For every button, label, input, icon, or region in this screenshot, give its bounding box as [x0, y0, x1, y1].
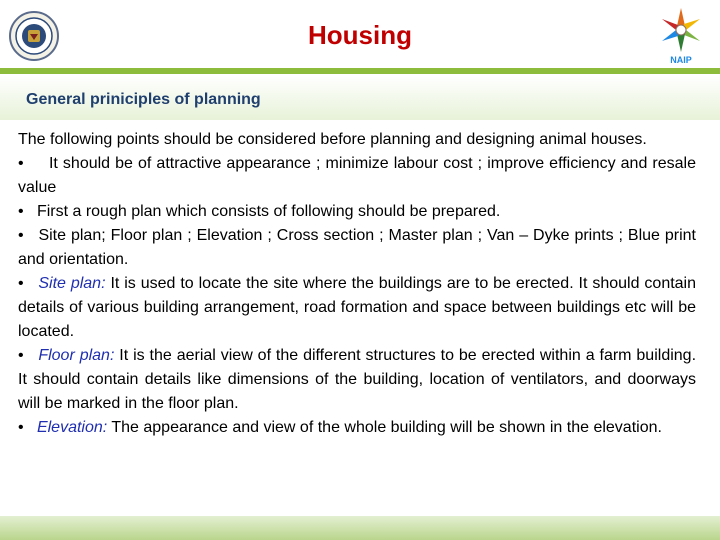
header-divider: [0, 68, 720, 74]
bullet-term: Floor plan:: [38, 347, 115, 364]
bullet-text: First a rough plan which consists of following should be prepared.: [36, 203, 501, 220]
bullet-item: • Floor plan: It is the aerial view of the different structures to be erected within a farm building. It should contain details like dimensions of the building, location of ventilators, and doorways will be marked in the floor plan.: [18, 347, 697, 412]
content-body: [18, 128, 696, 440]
bullet-term: Elevation:: [36, 419, 108, 436]
intro-paragraph: The following points should be considered before planning and designing animal houses.: [18, 131, 647, 148]
naip-logo: [652, 6, 710, 66]
bullet-text: It should be of attractive appearance ; minimize labour cost ; improve efficiency and resale value: [18, 155, 696, 196]
bullet-text: Site plan; Floor plan ; Elevation ; Cross section ; Master plan ; Van – Dyke prints ; Blue print and orientation.: [18, 227, 697, 268]
bullet-item: • It should be of attractive appearance ; minimize labour cost ; improve efficiency and resale value: [18, 155, 696, 196]
bullet-text: The appearance and view of the whole building will be shown in the elevation.: [107, 419, 662, 436]
bullet-item: • Elevation: The appearance and view of the whole building will be shown in the elevation.: [18, 419, 662, 436]
bullet-item: • Site plan: It is used to locate the site where the buildings are to be erected. It should contain details of various building arrangement, road formation and space between buildings etc will be located.: [18, 275, 697, 340]
bullet-item: • First a rough plan which consists of following should be prepared.: [18, 203, 501, 220]
bullet-text: It is used to locate the site where the buildings are to be erected. It should contain details of various building arrangement, road formation and space between buildings etc will be located.: [18, 275, 697, 340]
bullet-text: It is the aerial view of the different structures to be erected within a farm building. It should contain details like dimensions of the building, location of ventilators, and doorways will be marked in the floor plan.: [18, 347, 697, 412]
page-title: Housing: [308, 20, 412, 50]
section-subtitle: General priniciples of planning: [26, 91, 261, 108]
bullet-term: Site plan:: [38, 275, 106, 292]
naip-logo-caption: NAIP: [670, 55, 692, 65]
footer-band: [0, 516, 720, 540]
bullet-item: • Site plan; Floor plan ; Elevation ; Cross section ; Master plan ; Van – Dyke prints ; Blue print and orientation.: [18, 227, 697, 268]
